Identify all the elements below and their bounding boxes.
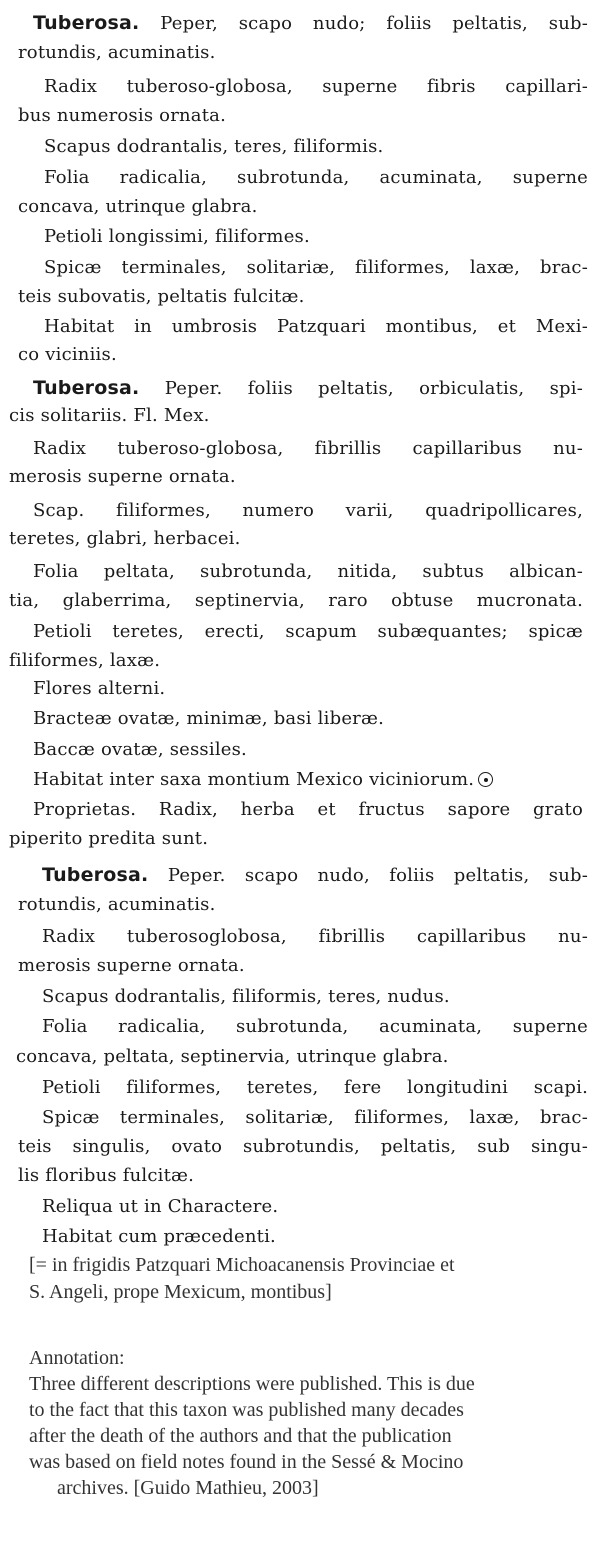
block1-taxon: Tuberosa. bbox=[33, 12, 140, 34]
block1-line-5: Scapus dodrantalis, teres, filiformis. bbox=[44, 136, 384, 157]
annotation-line-1: Three different descriptions were published. This is due bbox=[29, 1373, 475, 1395]
block1-line-8: Petioli longissimi, filiformes. bbox=[44, 226, 310, 247]
block1-line-7: concava, utrinque glabra. bbox=[18, 196, 258, 217]
block3-line-2: rotundis, acuminatis. bbox=[18, 894, 216, 915]
block3-line-9: Spicæ terminales, solitariæ, filiformes, laxæ, brac- bbox=[42, 1107, 588, 1128]
block1-line-2: rotundis, acuminatis. bbox=[18, 42, 216, 63]
bracket-note-line-2: S. Angeli, prope Mexicum, montibus] bbox=[29, 1281, 332, 1303]
block2-line-3: Radix tuberoso-globosa, fibrillis capillaribus nu- bbox=[33, 438, 583, 459]
block3-line-6: Folia radicalia, subrotunda, acuminata, superne bbox=[42, 1016, 588, 1037]
block1-line-4: bus numerosis ornata. bbox=[18, 105, 227, 126]
block2-line-11: Flores alterni. bbox=[33, 678, 166, 699]
block2-line-14: Habitat inter saxa montium Mexico viciniorum. bbox=[33, 769, 493, 791]
block1-line-12: co viciniis. bbox=[18, 344, 117, 365]
block2-line-1: Tuberosa. Peper. foliis peltatis, orbiculatis, spi- bbox=[33, 377, 583, 399]
block1-line-10: teis subovatis, peltatis fulcitæ. bbox=[18, 286, 305, 307]
block2-line-13: Baccæ ovatæ, sessiles. bbox=[33, 739, 247, 760]
block3-line-4: merosis superne ornata. bbox=[18, 955, 245, 976]
block2-line-4: merosis superne ornata. bbox=[9, 466, 236, 487]
block2-line-5: Scap. filiformes, numero varii, quadripollicares, bbox=[33, 500, 583, 521]
block3-line-3: Radix tuberosoglobosa, fibrillis capillaribus nu- bbox=[42, 926, 588, 947]
block2-line-7: Folia peltata, subrotunda, nitida, subtus albican- bbox=[33, 561, 583, 582]
block2-line-6: teretes, glabri, herbacei. bbox=[9, 528, 241, 549]
annotation-heading: Annotation: bbox=[29, 1347, 125, 1369]
perennial-symbol-icon bbox=[478, 772, 493, 787]
block3-line-12: Reliqua ut in Charactere. bbox=[42, 1196, 279, 1217]
annotation-line-5: archives. [Guido Mathieu, 2003] bbox=[57, 1477, 319, 1499]
block2-taxon: Tuberosa. bbox=[33, 377, 140, 399]
block3-line-13: Habitat cum præcedenti. bbox=[42, 1226, 276, 1247]
block2-line-15: Proprietas. Radix, herba et fructus sapore grato bbox=[33, 799, 583, 820]
block2-line-12: Bracteæ ovatæ, minimæ, basi liberæ. bbox=[33, 708, 385, 729]
block2-line-2: cis solitariis. Fl. Mex. bbox=[9, 405, 210, 426]
block2-line-16: piperito predita sunt. bbox=[9, 828, 209, 849]
annotation-line-4: was based on field notes found in the Sessé & Mocino bbox=[29, 1451, 464, 1473]
block3-line-8: Petioli filiformes, teretes, fere longitudini scapi. bbox=[42, 1077, 588, 1098]
block1-line-6: Folia radicalia, subrotunda, acuminata, superne bbox=[44, 167, 588, 188]
block3-line-1: Tuberosa. Peper. scapo nudo, foliis peltatis, sub- bbox=[42, 864, 589, 886]
block1-line-9: Spicæ terminales, solitariæ, filiformes, laxæ, brac- bbox=[44, 257, 588, 278]
block3-line-5: Scapus dodrantalis, filiformis, teres, nudus. bbox=[42, 986, 450, 1007]
block3-line-11: lis floribus fulcitæ. bbox=[18, 1165, 195, 1186]
annotation-line-3: after the death of the authors and that the publication bbox=[29, 1425, 452, 1447]
block2-line-8: tia, glaberrima, septinervia, raro obtuse mucronata. bbox=[9, 590, 583, 611]
block3-line-7: concava, peltata, septinervia, utrinque glabra. bbox=[16, 1046, 449, 1067]
block1-line-11: Habitat in umbrosis Patzquari montibus, et Mexi- bbox=[44, 316, 588, 337]
block2-line-9: Petioli teretes, erecti, scapum subæquantes; spicæ bbox=[33, 621, 583, 642]
annotation-line-2: to the fact that this taxon was published many decades bbox=[29, 1399, 464, 1421]
block3-taxon: Tuberosa. bbox=[42, 864, 149, 886]
block2-line-10: filiformes, laxæ. bbox=[9, 650, 161, 671]
block3-line-10: teis singulis, ovato subrotundis, peltatis, sub singu- bbox=[18, 1136, 588, 1157]
block1-line-3: Radix tuberoso-globosa, superne fibris capillari- bbox=[44, 76, 588, 97]
block1-line-1: Tuberosa. Peper, scapo nudo; foliis peltatis, sub- bbox=[33, 12, 588, 34]
bracket-note-line-1: [= in frigidis Patzquari Michoacanensis Provinciae et bbox=[29, 1254, 455, 1276]
